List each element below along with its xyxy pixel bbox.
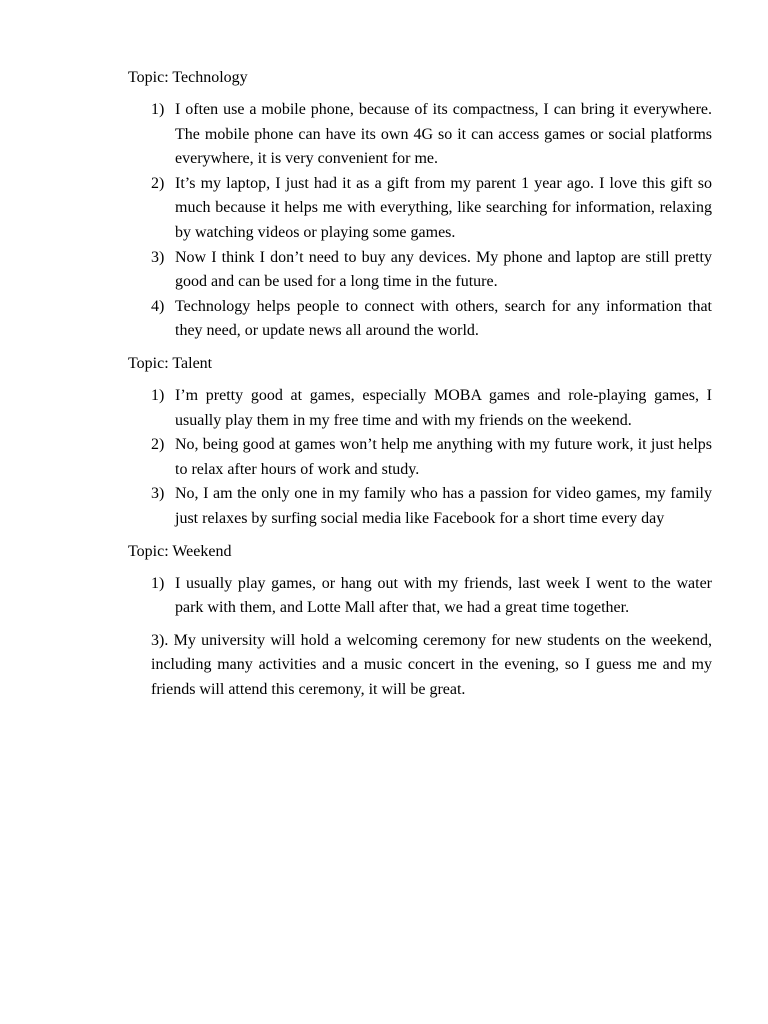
list-item (151, 572, 712, 621)
item-number: 2) (151, 174, 165, 192)
topic-weekend (128, 540, 712, 703)
item-text: I’m pretty good at games, especially MOBA games and role-playing games, I usually play them in my free time and with my friends on the weekend. (175, 386, 712, 429)
item-text: It’s my laptop, I just had it as a gift from my parent 1 year ago. I love this gift so much because it helps me with everything, like searching for information, relaxing by watching videos or playing some games. (175, 174, 712, 241)
list-item (151, 295, 712, 344)
item-text: Now I think I don’t need to buy any devices. My phone and laptop are still pretty good and can be used for a long time in the future. (175, 248, 712, 291)
item-text: I often use a mobile phone, because of its compactness, I can bring it everywhere. The mobile phone can have its own 4G so it can access games or social platforms everywhere, it is very convenient for me. (175, 101, 712, 168)
item-number: 1) (151, 574, 165, 592)
list-item (151, 384, 712, 433)
answer-list (128, 384, 712, 532)
answer-list (128, 98, 712, 344)
topic-technology (128, 66, 712, 344)
item-number: 3) (151, 485, 165, 503)
item-number: 1) (151, 386, 165, 404)
item-number: 1) (151, 101, 165, 118)
topic-talent (128, 352, 712, 532)
answer-paragraph: 3). My university will hold a welcoming ceremony for new students on the weekend, including many activities and a music concert in the evening, so I guess me and my friends will attend this ceremony, it will be great. (151, 631, 712, 698)
item-text: No, being good at games won’t help me anything with my future work, it just helps to relax after hours of work and study. (175, 436, 712, 478)
topic-heading: Topic: Talent (128, 354, 213, 372)
answer-list (128, 572, 712, 621)
list-item (151, 482, 712, 531)
item-number: 3) (151, 248, 165, 266)
list-item (151, 172, 712, 246)
item-number: 4) (151, 297, 165, 315)
item-text: I usually play games, or hang out with my friends, last week I went to the water park with them, and Lotte Mall after that, we had a great time together. (175, 574, 712, 617)
list-item (151, 433, 712, 482)
topic-heading: Topic: Technology (128, 69, 248, 86)
item-text: No, I am the only one in my family who has a passion for video games, my family just relaxes by surfing social media like Facebook for a short time every day (175, 485, 712, 527)
document-page (128, 66, 712, 710)
list-item (151, 98, 712, 172)
list-item (151, 246, 712, 295)
item-number: 2) (151, 436, 165, 454)
item-text: Technology helps people to connect with others, search for any information that they need, or update news all around the world. (175, 297, 712, 340)
topic-heading: Topic: Weekend (128, 542, 232, 560)
